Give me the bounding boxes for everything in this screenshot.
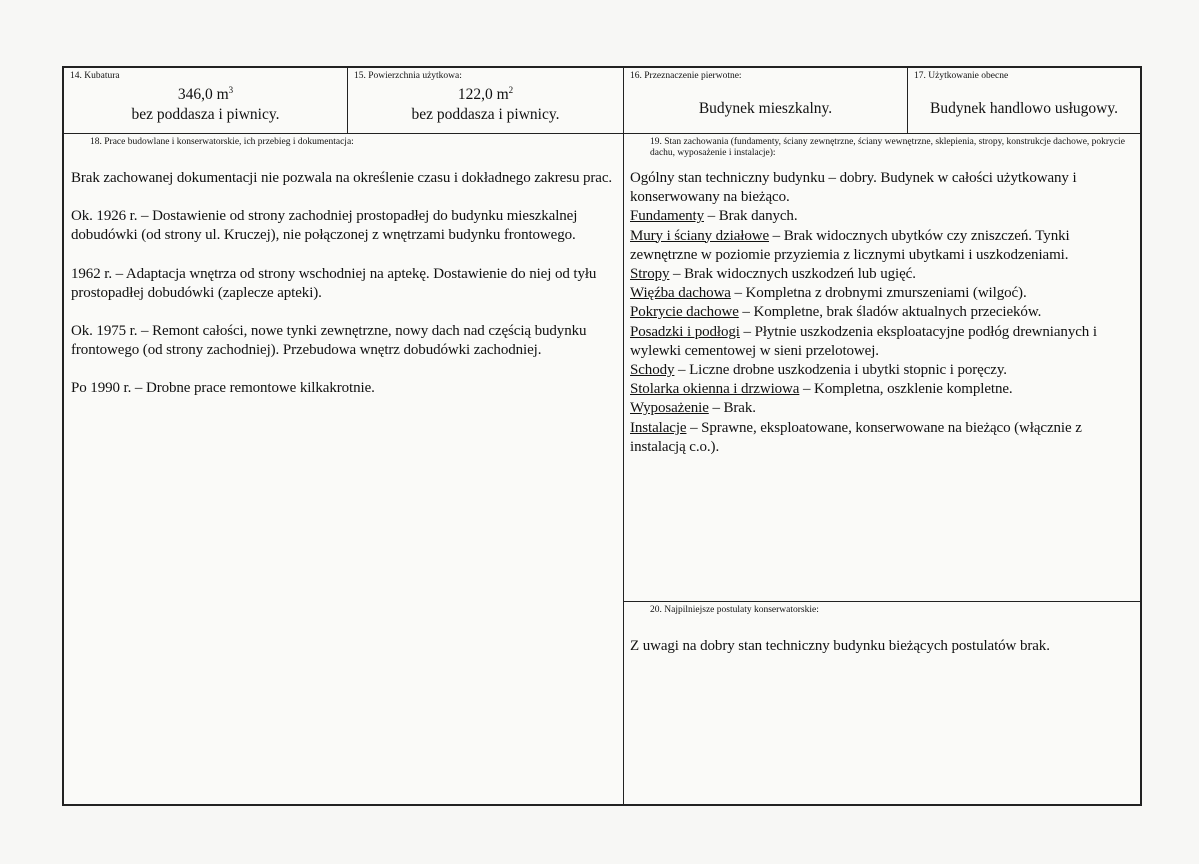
prace-paragraph: Brak zachowanej dokumentacji nie pozwala na określenie czasu i dokładnego zakresu prac. bbox=[71, 170, 613, 186]
powierzchnia-value: 122,0 $m^2$ bbox=[457, 84, 514, 103]
record-card bbox=[62, 66, 1142, 806]
przeznaczenie-value: Budynek mieszkalny. bbox=[698, 100, 833, 117]
stan-item: Wyposażenie – Brak. bbox=[630, 400, 756, 417]
kubatura-note: bez poddasza i piwnicy. bbox=[131, 106, 280, 123]
prace-paragraph: Ok. 1926 r. – Dostawienie od strony zachodniej prostopadłej do budynku mieszkalnej dobudówki (od strony ul. Kruczej), nie połączonej z wnętrzami budynku frontowego. bbox=[71, 208, 578, 244]
label-prace-budowlane: 18. Prace budowlane i konserwatorskie, ich przebieg i dokumentacja: bbox=[90, 137, 354, 147]
prace-paragraph: Po 1990 r. – Drobne prace remontowe kilkakrotnie. bbox=[71, 380, 375, 397]
prace-paragraph: 1962 r. – Adaptacja wnętrza od strony wschodniej na aptekę. Dostawienie do niej od tyłu prostopadłej dobudówki (zaplecze apteki). bbox=[71, 265, 597, 301]
stan-item: Pokrycie dachowe – Kompletne, brak śladów aktualnych przecieków. bbox=[630, 304, 1042, 321]
label-przeznaczenie: 16. Przeznaczenie pierwotne: bbox=[630, 71, 742, 81]
stan-item: Fundamenty – Brak danych. bbox=[630, 208, 798, 225]
cell-prace-budowlane bbox=[64, 134, 624, 804]
uzytkowanie-value: Budynek handlowo usługowy. bbox=[930, 100, 1118, 117]
prace-paragraph: Ok. 1975 r. – Remont całości, nowe tynki zewnętrzne, nowy dach nad częścią budynku frontowego (od strony zachodniej). Przebudowa wnętrz dobudówki zachodniej. bbox=[71, 323, 587, 359]
stan-item: Stropy – Brak widocznych uszkodzeń lub ugięć. bbox=[630, 266, 916, 283]
postulaty-text: Z uwagi na dobry stan techniczny budynku bieżących postulatów brak. bbox=[630, 638, 1050, 654]
powierzchnia-note: bez poddasza i piwnicy. bbox=[411, 106, 560, 123]
label-postulaty: 20. Najpilniejsze postulaty konserwatorskie: bbox=[650, 605, 819, 615]
stan-item: Mury i ściany działowe – Brak widocznych ubytków czy zniszczeń. Tynki zewnętrzne w poziomie przyziemia z licznymi ubytkami i uszkodzeniami. bbox=[630, 227, 1070, 263]
cell-stan-zachowania bbox=[624, 134, 1140, 602]
stan-zachowania-text bbox=[630, 169, 1135, 457]
cell-powierzchnia bbox=[348, 68, 624, 134]
cell-postulaty bbox=[624, 602, 1140, 804]
cell-kubatura bbox=[64, 68, 348, 134]
label-uzytkowanie: 17. Użytkowanie obecne bbox=[914, 71, 1009, 81]
stan-intro: Ogólny stan techniczny budynku – dobry. Budynek w całości użytkowany i konserwowany na bieżąco. bbox=[630, 170, 1077, 206]
cell-przeznaczenie bbox=[624, 68, 908, 134]
stan-item: Stolarka okienna i drzwiowa – Kompletna, oszklenie kompletne. bbox=[630, 381, 1013, 398]
label-powierzchnia: 15. Powierzchnia użytkowa: bbox=[354, 71, 462, 81]
label-stan-zachowania: 19. Stan zachowania (fundamenty, ściany zewnętrzne, ściany wewnętrzne, sklepienia, stropy, konstrukcje dachowe, pokrycie dachu, wyposażenie i instalacje): bbox=[650, 137, 1125, 158]
label-kubatura: 14. Kubatura bbox=[70, 71, 120, 81]
stan-item: Posadzki i podłogi – Płytnie uszkodzenia eksploatacyjne podłóg drewnianych i wylewki cementowej w sieni przelotowej. bbox=[630, 323, 1097, 359]
stan-item: Instalacje – Sprawne, eksploatowane, konserwowane na bieżąco (włącznie z instalacją c.o.). bbox=[630, 419, 1082, 455]
kubatura-value: 346,0 $m^3$ bbox=[177, 84, 234, 103]
prace-budowlane-text bbox=[71, 169, 618, 399]
cell-uzytkowanie bbox=[908, 68, 1140, 134]
stan-item: Schody – Liczne drobne uszkodzenia i ubytki stopnic i poręczy. bbox=[630, 362, 1007, 379]
stan-item: Więźba dachowa – Kompletna z drobnymi zmurszeniami (wilgoć). bbox=[630, 285, 1027, 302]
